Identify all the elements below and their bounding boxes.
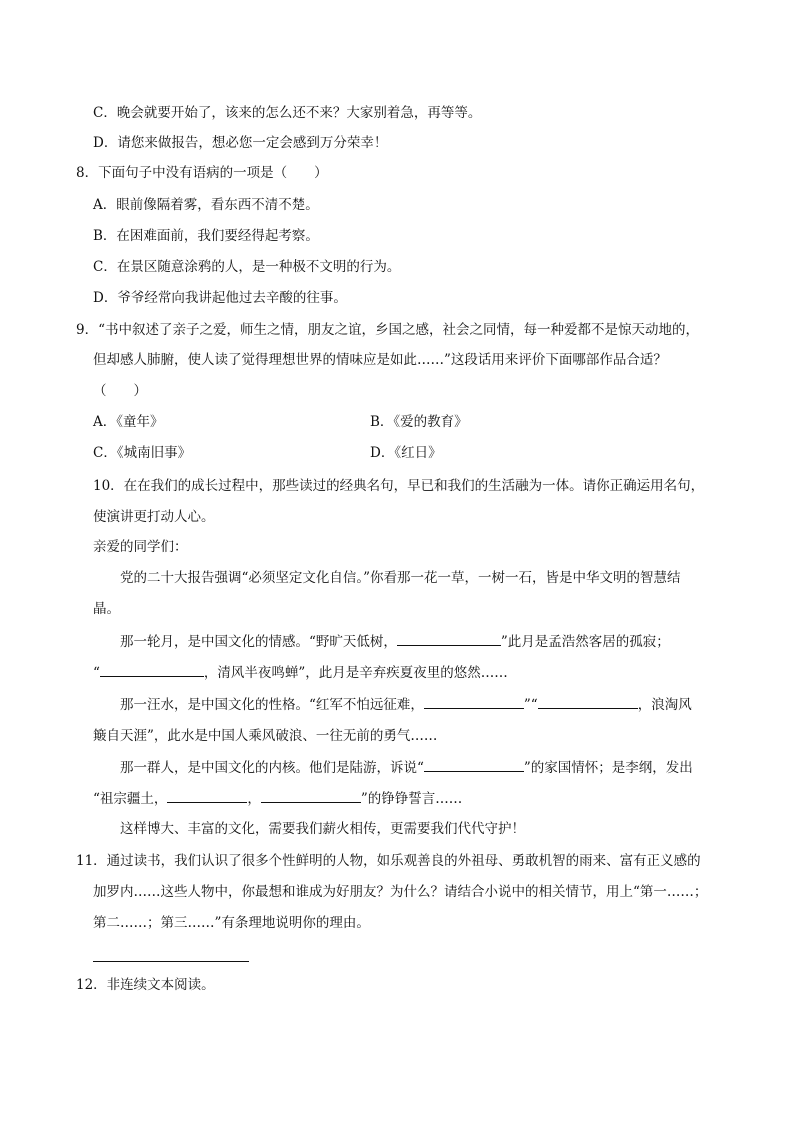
q8-option-c: C．在景区随意涂鸦的人，是一种极不文明的行为。 <box>93 259 401 275</box>
q7-option-c: C．晚会就要开始了，该来的怎么还不来？大家别着急，再等等。 <box>93 105 482 121</box>
q11-stem-line-1: 11．通过读书，我们认识了很多个性鲜明的人物，如乐观善良的外祖母、勇敢机智的雨来、富有正义感的 <box>76 853 701 869</box>
q9-stem-line-3: （ ） <box>93 383 147 399</box>
q9-stem-line-2: 但却感人肺腑，使人读了觉得理想世界的情味应是如此……”这段话用来评价下面哪部作品合适？ <box>93 352 667 368</box>
q10-para-4-text-d: ， <box>247 791 261 807</box>
answer-blank-3[interactable] <box>424 694 524 709</box>
q10-para-4-line-2 <box>93 788 462 809</box>
q10-para-5: 这样博大、丰富的文化，需要我们薪火相传，更需要我们代代守护！ <box>120 821 525 837</box>
q10-para-2-line-2 <box>93 662 508 683</box>
q10-para-3-text-a: 那一汪水，是中国文化的性格。“红军不怕远征难， <box>120 697 424 713</box>
q10-para-4-text-e: ”的铮铮誓言…… <box>360 791 463 807</box>
q8-option-b: B．在困难面前，我们要经得起考察。 <box>93 228 319 244</box>
q10-para-1-line-2: 晶。 <box>93 601 120 617</box>
q10-para-3-text-c: ，浪淘风 <box>637 697 692 713</box>
q10-para-3-line-2: 簸自天涯”，此水是中国人乘风破浪、一往无前的勇气…… <box>93 728 438 744</box>
answer-blank-5[interactable] <box>424 757 524 772</box>
q10-para-2-line-1 <box>120 631 670 652</box>
q10-para-2-text-c: “ <box>93 665 100 681</box>
q10-para-2-text-d: ，清风半夜鸣蝉”，此月是辛弃疾夏夜里的悠然…… <box>203 665 508 681</box>
q10-para-2-text-b: ”此月是孟浩然客居的孤寂； <box>500 634 670 650</box>
q8-stem: 8．下面句子中没有语病的一项是（ ） <box>76 165 328 181</box>
q9-option-a: A．《童年》 <box>93 414 164 430</box>
q12-stem: 12．非连续文本阅读。 <box>76 977 215 993</box>
q9-option-d: D．《红日》 <box>370 445 442 461</box>
q10-para-3-line-1 <box>120 694 692 715</box>
q8-option-a: A．眼前像隔着雾，看东西不清不楚。 <box>93 197 319 213</box>
q9-option-b: B．《爱的教育》 <box>370 414 468 430</box>
q11-stem-line-3: 第二……；第三……”有条理地说明你的理由。 <box>93 915 370 931</box>
answer-blank-1[interactable] <box>397 631 501 646</box>
q10-para-4-text-b: ”的家国情怀；是李纲，发出 <box>523 760 693 776</box>
q10-para-4-line-1 <box>120 757 693 778</box>
q10-greeting: 亲爱的同学们： <box>93 539 188 555</box>
q10-stem-line-2: 使演讲更打动人心。 <box>93 509 215 525</box>
answer-blank-2[interactable] <box>100 662 204 677</box>
answer-blank-4[interactable] <box>538 694 638 709</box>
q10-para-4-text-c: “祖宗疆土， <box>93 791 168 807</box>
q7-option-d: D．请您来做报告，想必您一定会感到万分荣幸！ <box>93 135 388 151</box>
q10-para-2-text-a: 那一轮月，是中国文化的情感。“野旷天低树， <box>120 634 397 650</box>
q10-para-3-text-b: ”“ <box>523 697 538 713</box>
q10-para-1-line-1: 党的二十大报告强调“必须坚定文化自信。”你看那一花一草，一树一石，皆是中华文明的智慧结 <box>120 570 681 586</box>
q9-stem-line-1: 9．“书中叙述了亲子之爱，师生之情，朋友之谊，乡国之感，社会之同情，每一种爱都不是惊天动地的， <box>76 322 699 338</box>
q10-stem-line-1: 10．在在我们的成长过程中，那些读过的经典名句，早已和我们的生活融为一体。请你正确运用名句， <box>93 478 705 494</box>
q11-stem-line-2: 加罗内……这些人物中，你最想和谁成为好朋友？为什么？请结合小说中的相关情节，用上“第一……； <box>93 884 708 900</box>
answer-line[interactable] <box>93 961 249 962</box>
answer-blank-6[interactable] <box>167 788 247 803</box>
q9-option-c: C．《城南旧事》 <box>93 445 192 461</box>
q10-para-4-text-a: 那一群人，是中国文化的内核。他们是陆游，诉说“ <box>120 760 424 776</box>
answer-blank-7[interactable] <box>261 788 361 803</box>
q8-option-d: D．爷爷经常向我讲起他过去辛酸的往事。 <box>93 290 347 306</box>
